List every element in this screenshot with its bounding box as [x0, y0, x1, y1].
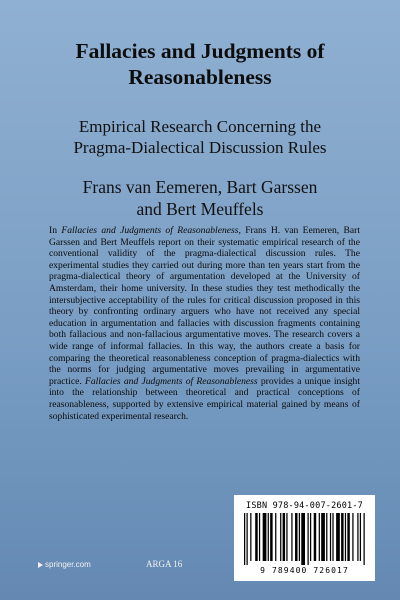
barcode-bar — [280, 513, 281, 561]
barcode-bar — [336, 513, 340, 561]
barcode-bar — [250, 513, 251, 561]
isbn-number: ISBN 978-94-007-2601-7 — [246, 501, 363, 511]
barcode-bar — [270, 513, 272, 561]
barcode-bar — [275, 513, 276, 561]
barcode-bar — [246, 513, 247, 565]
barcode-bar — [321, 513, 325, 561]
book-description — [49, 225, 360, 422]
title-line-2: Reasonableness — [128, 65, 272, 89]
series-label: ARGA 16 — [146, 559, 183, 569]
barcode-bar — [255, 513, 257, 561]
barcode-bar — [326, 513, 327, 561]
barcode-bar — [259, 513, 260, 561]
blurb-body: Frans H. van Eemeren, Bart Garssen and Bert Meuffels report on their systematic empirical research of the conventional validity of the pragma-dialectical discussion rules. The experimental studies they carried out during more than ten years start from the pragma-dialectical theory of argumentation developed at the University of Amsterdam, their home university. In these studies they test methodically the intersubjective acceptability of the rules for critical discussion proposed in this theory by confronting ordinary arguers who have not received any special education in argumentation and fallacies with discussion fragments containing both fallacious and non-fallacious argumentative moves. The research covers a wide range of informal fallacies. In this way, the authors create a basis for comparing the theoretical reasonableness conception of pragma-dialectics with the norms for judging argumentative moves prevailing in argumentative practice. — [49, 225, 361, 387]
book-authors — [0, 176, 400, 220]
publisher-label: springer.com — [45, 560, 91, 569]
barcode-bar — [307, 513, 308, 565]
barcode-bar — [286, 513, 287, 561]
barcode-bar — [291, 513, 292, 561]
barcode-bar — [295, 513, 297, 561]
book-subtitle — [0, 116, 400, 158]
barcode-bar — [299, 513, 300, 561]
publisher-link[interactable] — [38, 560, 91, 569]
barcode-bar — [364, 513, 365, 565]
barcode-bar — [301, 513, 305, 565]
isbn-barcode — [234, 495, 375, 581]
springer-arrow-icon — [38, 562, 43, 568]
barcode-bar — [330, 513, 331, 561]
barcode-bar — [347, 513, 349, 561]
barcode-bar — [345, 513, 346, 561]
barcode-digits: 9 789400 726017 — [260, 566, 349, 575]
blurb-conclusion: provides a unique insight into the relationship between theoretical and practical conceptions of reasonableness, supported by extensive empirical material gained by means of sophisticated experimental research. — [49, 375, 361, 422]
blurb-intro: In — [49, 225, 62, 236]
subtitle-line-1: Empirical Research Concerning the — [78, 117, 322, 136]
barcode-bar — [332, 513, 333, 561]
title-line-1: Fallacies and Judgments of — [75, 39, 325, 63]
barcode-bar — [341, 513, 343, 561]
barcode-bar — [319, 513, 320, 561]
barcode-bar — [352, 513, 353, 561]
book-title — [0, 38, 400, 90]
barcode-bar — [314, 513, 316, 561]
barcode-bar — [244, 513, 245, 565]
barcode-bar — [360, 513, 361, 561]
barcode-bar — [263, 513, 267, 561]
authors-line-2: and Bert Meuffels — [136, 199, 264, 219]
barcode-bars — [244, 513, 366, 565]
barcode-bar — [283, 513, 285, 561]
blurb-book-title: Fallacies and Judgments of Reasonableness, — [61, 225, 241, 236]
barcode-bar — [310, 513, 311, 561]
blurb-book-title-2: Fallacies and Judgments of Reasonableness — [84, 375, 258, 387]
authors-line-1: Frans van Eemeren, Bart Garssen — [82, 177, 318, 197]
barcode-bar — [357, 513, 358, 561]
subtitle-line-2: Pragma-Dialectical Discussion Rules — [73, 138, 327, 157]
barcode-bar — [268, 513, 269, 561]
